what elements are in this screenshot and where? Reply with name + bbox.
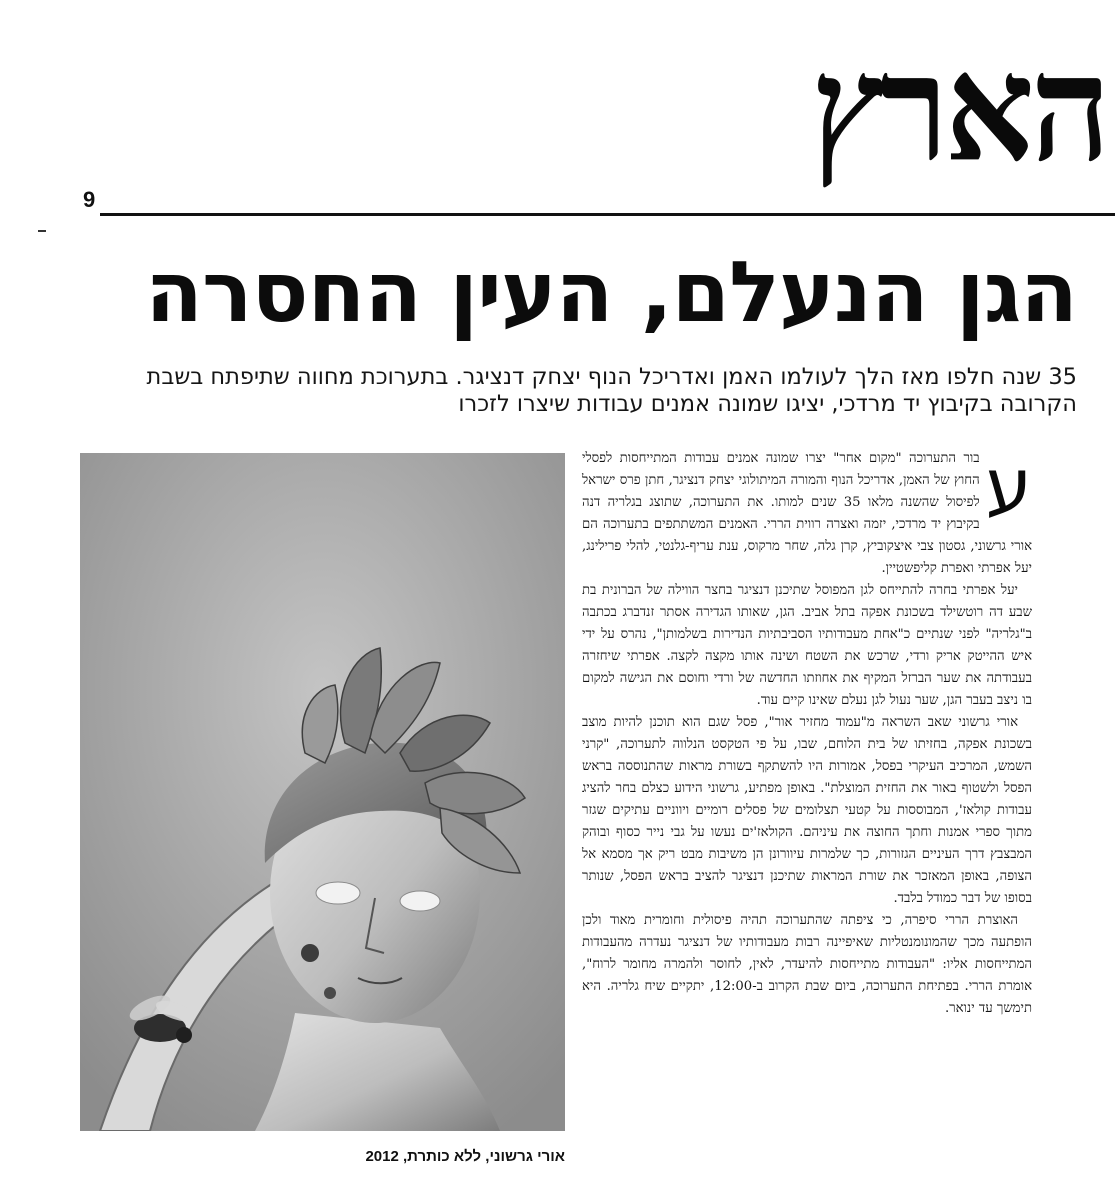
article-paragraph: אורי גרשוני שאב השראה מ"עמוד מחזיר אור", פסל שגם הוא תוכנן להיות מוצב בשכונת אפקה, בחזיתו של בית הלוחם, שבו, על פי הטקסט הנלווה לתערוכה, "קרני השמש, המרכיב העיקרי בפסל, אמורות היו להשתקף בשורת מראות שהתנוססה בראש הפסל ולשטוף באור את החזית המוצלת". באופן מפתיע, גרשוני הידוע כצלם בחר להציג עבודות קולאז', המבוססות על קטעי תצלומים של פסלים רומיים ויווניים עתיקים שגזר מתוך ספרי אמנות וחתך החוצה את עיניהם. הקולאז'ים נעשו על גבי נייר כסוף ובוהק המבצבץ דרך העיניים הגזורות, כך שלמרות עיוורונן הן משיבות מבט ריק אך מסמא אל הצופה, באופן המאזכר את שורת המראות שתיכנן דנציגר להציב בראש הפסל, שנותר בסופו של דבר כמודל בלבד. [582,715,1032,906]
right-eye-cutout [400,891,440,911]
article-paragraph: האוצרת הררי סיפרה, כי ציפתה שהתערוכה תהיה פיסולית וחומרית מאוד ולכן הופתעה מכך שהמונומנטליות שאיפיינה רבות מעבודותיו של דנציגר נעדרה מהעבודות המתייחסות אליו: "העבודות מתייחסות להיעדר, לאין, לחוסר ולהמרה מחומר לרוח", אומרת הררי. בפתיחת התערוכה, ביום שבת הקרוב ב-12:00, יתקיים שיח גלריה. היא תימשך עד ינואר. [582,913,1032,1016]
newspaper-masthead [687,22,1107,196]
masthead-logo: הארץ [810,22,1107,196]
face-damage [324,987,336,999]
collage-illustration [80,453,565,1131]
artwork-photo [80,453,565,1131]
face-damage [301,944,319,962]
margin-mark [38,230,46,232]
article-headline: הגן הנעלם, העין החסרה [145,243,1077,341]
photo-caption: אורי גרשוני, ללא כותרת, 2012 [365,1148,565,1165]
left-eye-cutout [316,882,360,904]
fly-head [176,1027,192,1043]
article-body [582,443,1032,1178]
header-rule [100,213,1115,216]
page-number: 9 [83,187,96,212]
article-subheadline: 35 שנה חלפו מאז הלך לעולמו האמן ואדריכל הנוף יצחק דנציגר. בתערוכת מחווה שתיפתח בשבת הקרובה בקיבוץ יד מרדכי, יציגו שמונה אמנים עבודות שיצרו לזכרו [146,364,1077,417]
article-paragraph: בור התערוכה "מקום אחר" יצרו שמונה אמנים עבודות המתייחסות לפסלי החוץ של האמן, אדריכל הנוף והמורה המיתולוגי יצחק דנציגר, חתן פרס ישראל לפיסול שהשנה מלאו 35 שנים למותו. את התערוכה, שתוצג בגלריה דנה בקיבוץ יד מרדכי, יזמה ואצרה רווית הררי. האמנים המשתתפים בתערוכה הם אורי גרשוני, גסטון צבי איצקוביץ, קרן גלה, שחר מרקוס, ענת עריף-גלנטי, להלי פרילינג, יעל אפרתי ואפרת קליפשטיין. [582,451,1032,576]
article-paragraph: יעל אפרתי בחרה להתייחס לגן המפוסל שתיכנן דנציגר בחצר הווילה של הברונית בת שבע דה רוטשילד בשכונת אפקה בתל אביב. הגן, שאותו הגדירה אסתר זנדברג בכתבה ב"גלריה" לפני שנתיים כ"אחת מעבודותיו הסביבתיות הנדירות בשלמותן", נהרס על ידי איש ההייטק אריק ורדי, שרכש את השטח ושינה אותו מקצה לקצה. אפרתי שיחזרה בעבודתה את שער הברזל המקיף את אחוזתו החדשה של ורדי וחוסם את הגישה למקום בו ניצב בעבר הגן, שער נעול לגן נעלם שאינו קיים עוד. [582,583,1032,708]
drop-cap: ע [985,443,1032,529]
